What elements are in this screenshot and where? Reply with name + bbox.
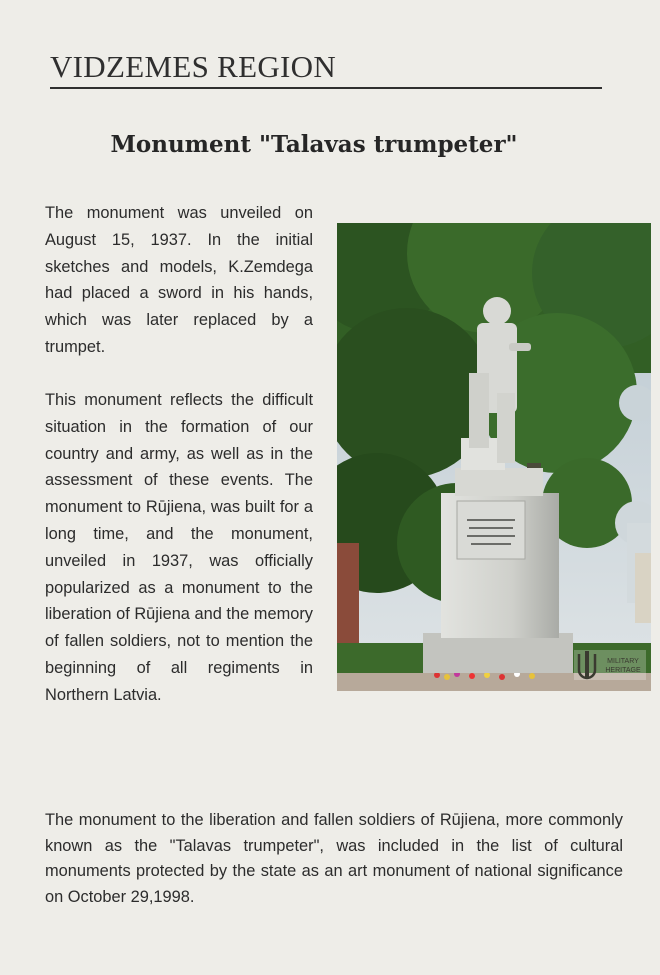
military-heritage-logo bbox=[574, 650, 646, 680]
paragraph-significance: This monument reflects the difficult situation in the formation of our country and army, as well as in the assessment of these events. The monument to Rūjiena, was built for a long time, and the monument, unveiled in 1937, was officially popularized as a monument to the liberation of Rūjiena and the memory of fallen soldiers, not to mention the beginning of all regiments in Northern Latvia. bbox=[45, 391, 313, 704]
watermark-line1: MILITARY bbox=[607, 658, 639, 665]
paragraph-protection: The monument to the liberation and fallen soldiers of Rūjiena, more commonly known as the "Talavas trumpeter", was included in the list of cultural monuments protected by the state as an art monument of national significance on October 29,1998. bbox=[45, 811, 623, 906]
watermark-line2: HERITAGE bbox=[605, 667, 641, 674]
monument-photo bbox=[337, 223, 651, 691]
header-divider bbox=[50, 87, 602, 89]
monument-title: Monument "Talavas trumpeter" bbox=[110, 131, 518, 159]
paragraph-unveiling: The monument was unveiled on August 15, 1937. In the initial sketches and models, K.Zemdega had placed a sword in his hands, which was later replaced by a trumpet. bbox=[45, 204, 313, 356]
region-title: VIDZEMES REGION bbox=[50, 48, 337, 84]
